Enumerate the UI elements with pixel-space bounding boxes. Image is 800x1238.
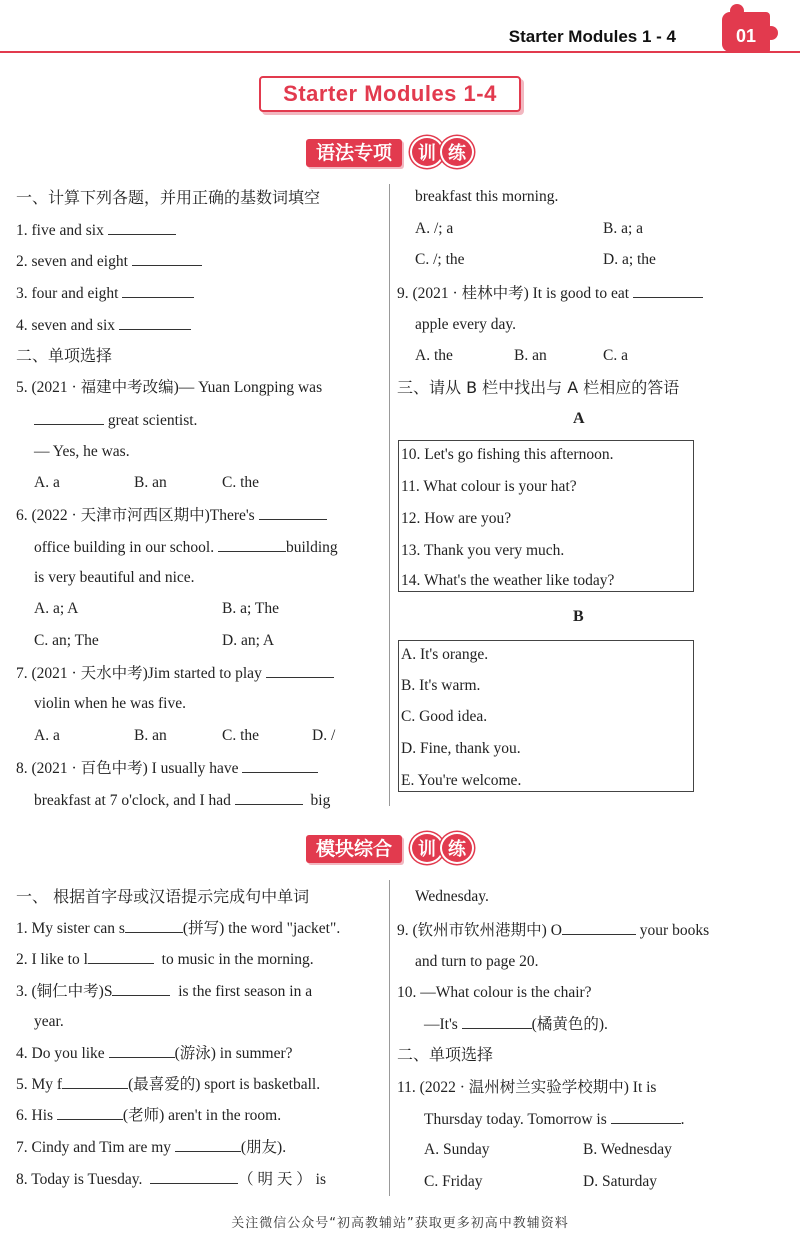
question-10: 10. —What colour is the chair? — [397, 984, 592, 1001]
answer-blank[interactable] — [562, 920, 636, 935]
question-9-line2: and turn to page 20. — [415, 953, 539, 970]
question-11-line2: Thursday today. Tomorrow is . — [424, 1111, 685, 1128]
section-banner-module — [306, 832, 476, 864]
answer-blank[interactable] — [218, 537, 286, 552]
option[interactable]: D. / — [312, 727, 336, 744]
question-8: 8. Today is Tuesday. （ 明 天 ） is — [16, 1171, 326, 1188]
option[interactable]: B. Wednesday — [583, 1141, 672, 1158]
column-divider — [389, 880, 390, 1196]
answer-blank[interactable] — [242, 758, 318, 773]
question-7: 7. Cindy and Tim are my (朋友). — [16, 1139, 287, 1156]
question-3: 3. four and eight — [16, 283, 194, 304]
option[interactable]: A. a — [34, 474, 60, 491]
question-5: 5. My f (最喜爱的) sport is basketball. — [16, 1076, 321, 1093]
answer-blank[interactable] — [462, 1014, 532, 1029]
question-10-line2: —It's (橘黄色的). — [424, 1016, 608, 1033]
answer-blank[interactable] — [132, 251, 202, 266]
answer-blank[interactable] — [259, 505, 327, 520]
answer-blank[interactable] — [88, 949, 154, 964]
question-9: 9. (钦州市钦州港期中) O your books — [397, 922, 710, 939]
question-3-line2: year. — [34, 1013, 64, 1030]
page-number-badge: 01 — [722, 12, 770, 52]
column-b-label: B — [573, 608, 584, 625]
match-item-b: E. You're welcome. — [401, 772, 522, 789]
question-3: 3. (铜仁中考)S is the first season in a — [16, 983, 313, 1000]
question-2: 2. seven and eight — [16, 251, 202, 272]
section-heading: 二、单项选择 — [397, 1045, 494, 1064]
option[interactable]: B. an — [134, 727, 167, 744]
question-4: 4. Do you like (游泳) in summer? — [16, 1045, 293, 1062]
option[interactable]: B. a; a — [603, 220, 644, 237]
match-item-a: 13. Thank you very much. — [401, 542, 565, 559]
answer-blank[interactable] — [34, 410, 104, 425]
banner-label: 模块综合 — [306, 835, 402, 863]
answer-blank[interactable] — [611, 1109, 681, 1124]
option[interactable]: D. a; the — [603, 251, 656, 268]
banner-char: 训 — [410, 832, 444, 864]
footer-note: 关注微信公众号“初高教辅站”获取更多初高中教辅资料 — [231, 1216, 569, 1231]
section-heading: 一、计算下列各题，并用正确的基数词填空 — [16, 188, 321, 207]
banner-char: 练 — [440, 136, 474, 168]
question-1: 1. My sister can s (拼写) the word "jacket". — [16, 920, 341, 937]
question-4: 4. seven and six — [16, 315, 191, 336]
question-7: 7. (2021 · 天水中考)Jim started to play — [16, 663, 334, 684]
answer-blank[interactable] — [122, 283, 194, 298]
question-6-line2: office building in our school. building — [34, 539, 338, 556]
question-9: 9. (2021 · 桂林中考) It is good to eat — [397, 283, 703, 304]
option[interactable]: C. /; the — [415, 251, 465, 268]
banner-char: 训 — [410, 136, 444, 168]
question-6: 6. (2022 · 天津市河西区期中)There's — [16, 505, 327, 526]
question-8: 8. (2021 · 百色中考) I usually have — [16, 758, 318, 779]
question-7-line2: violin when he was five. — [34, 695, 186, 712]
option[interactable]: A. Sunday — [424, 1141, 490, 1158]
option[interactable]: C. a — [603, 347, 628, 364]
header-title: Starter Modules 1 - 4 — [508, 27, 676, 46]
answer-blank[interactable] — [125, 918, 183, 933]
option[interactable]: C. Friday — [424, 1173, 483, 1190]
option[interactable]: B. a; The — [222, 600, 279, 617]
answer-blank[interactable] — [633, 283, 703, 298]
banner-char: 练 — [440, 832, 474, 864]
answer-blank[interactable] — [175, 1137, 241, 1152]
question-5-line2: great scientist. — [34, 410, 197, 431]
question-5: 5. (2021 · 福建中考改编)— Yuan Longping was — [16, 379, 323, 396]
option[interactable]: C. an; The — [34, 632, 99, 649]
section-heading: 三、请从 B 栏中找出与 A 栏相应的答语 — [397, 378, 680, 397]
option[interactable]: A. a; A — [34, 600, 79, 617]
question-5-line3: — Yes, he was. — [34, 443, 130, 460]
match-item-b: A. It's orange. — [401, 646, 489, 663]
column-a-label: A — [573, 410, 585, 427]
question-9-line2: apple every day. — [415, 316, 516, 333]
answer-blank[interactable] — [150, 1169, 238, 1184]
answer-blank[interactable] — [57, 1105, 123, 1120]
answer-blank[interactable] — [112, 981, 170, 996]
option[interactable]: B. an — [134, 474, 167, 491]
answer-blank[interactable] — [109, 1043, 175, 1058]
answer-blank[interactable] — [108, 220, 176, 235]
question-1: 1. five and six — [16, 220, 176, 241]
option[interactable]: D. an; A — [222, 632, 275, 649]
answer-blank[interactable] — [266, 663, 334, 678]
section-heading: 二、单项选择 — [16, 346, 113, 365]
answer-blank[interactable] — [235, 790, 303, 805]
match-item-a: 11. What colour is your hat? — [401, 478, 577, 495]
section-banner-grammar — [306, 136, 476, 168]
match-item-a: 12. How are you? — [401, 510, 512, 527]
match-item-a: 10. Let's go fishing this afternoon. — [401, 446, 614, 463]
banner-label: 语法专项 — [306, 139, 402, 167]
match-item-b: C. Good idea. — [401, 708, 488, 725]
option[interactable]: C. the — [222, 727, 260, 744]
option[interactable]: A. a — [34, 727, 60, 744]
question-8-line2: Wednesday. — [415, 888, 489, 905]
page-title: Starter Modules 1-4 — [259, 76, 521, 112]
question-6: 6. His (老师) aren't in the room. — [16, 1107, 282, 1124]
option[interactable]: D. Saturday — [583, 1173, 658, 1190]
question-8-line2: breakfast at 7 o'clock, and I had big — [34, 792, 331, 809]
column-a-box — [398, 440, 694, 592]
question-2: 2. I like to l to music in the morning. — [16, 951, 314, 968]
match-item-b: D. Fine, thank you. — [401, 740, 521, 757]
option[interactable]: A. the — [415, 347, 453, 364]
option[interactable]: C. the — [222, 474, 260, 491]
question-11: 11. (2022 · 温州树兰实验学校期中) It is — [397, 1079, 657, 1096]
section-heading: 一、 根据首字母或汉语提示完成句中单词 — [16, 887, 310, 906]
option[interactable]: A. /; a — [415, 220, 454, 237]
page-header — [0, 0, 800, 58]
question-6-line3: is very beautiful and nice. — [34, 569, 195, 586]
option[interactable]: B. an — [514, 347, 547, 364]
header-rule — [0, 51, 800, 53]
answer-blank[interactable] — [119, 315, 191, 330]
answer-blank[interactable] — [62, 1074, 128, 1089]
match-item-b: B. It's warm. — [401, 677, 481, 694]
column-b-box — [398, 640, 694, 792]
match-item-a: 14. What's the weather like today? — [401, 572, 615, 589]
question-8-line3: breakfast this morning. — [415, 188, 559, 205]
column-divider — [389, 184, 390, 806]
